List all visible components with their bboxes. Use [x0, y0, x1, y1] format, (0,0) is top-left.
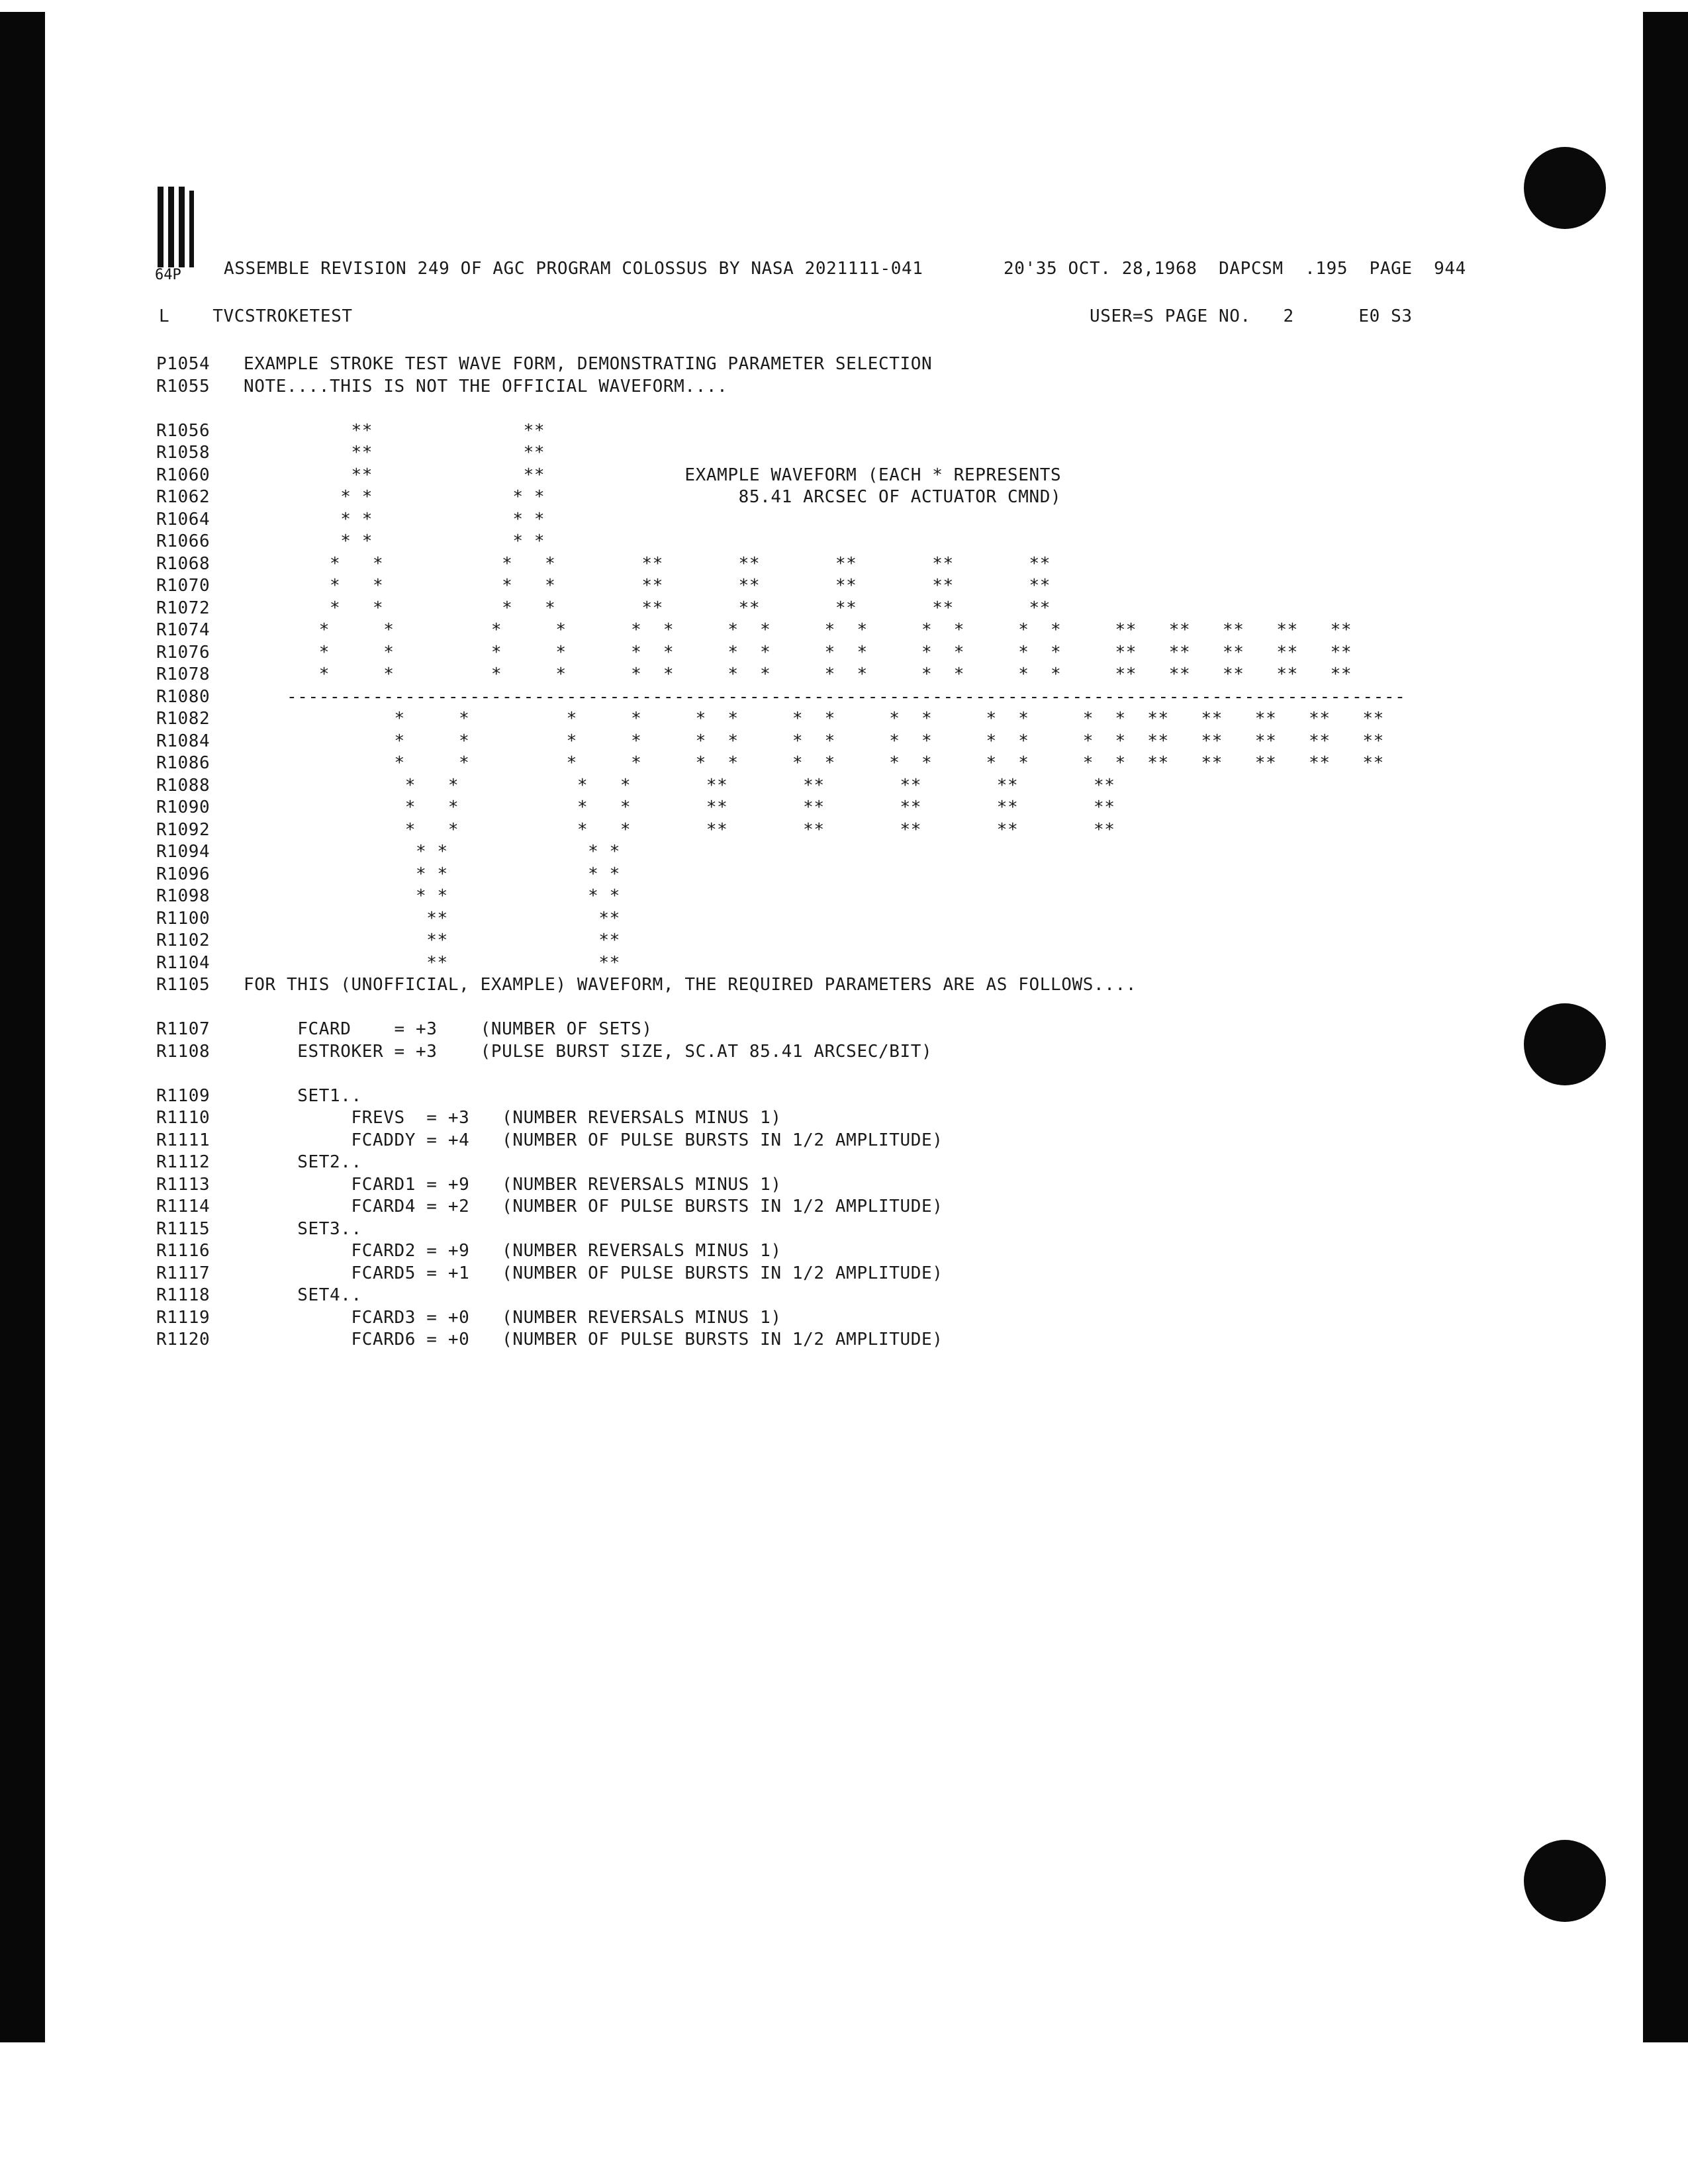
tab-marker-text: 64P	[155, 267, 181, 281]
subheader-code: E0 S3	[1358, 306, 1413, 326]
line-labels-column: P1054 R1055 R1056 R1058 R1060 R1062 R1064 R1066 R1068 R1070 R1072 R1074 R1076 R1078 R1080 R1082 R1084 R1086 R1088 R1090 R1092 R1094 R1096 R1098 R1100 R1102 R1104 R1105 R1107 R1108 R1109 R1110 R1111 R1112 R1113 R1114 R1115 R1116 R1117 R1118 R1119 R1120	[156, 354, 211, 1349]
user-page-label: USER=S PAGE NO. 2	[1090, 306, 1294, 326]
subheader-name: TVCSTROKETEST	[212, 306, 353, 326]
listing-body: EXAMPLE STROKE TEST WAVE FORM, DEMONSTRATING PARAMETER SELECTION NOTE....THIS IS NOT THE OFFICIAL WAVEFORM.... ** ** ** ** ** ** EXAMPLE WAVEFORM (EACH * REPRESENTS * * * * 85.41 ARCSEC OF ACTUATOR CMND) * * * * * * * * * * * * ** ** ** ** ** * * * * ** ** ** ** ** * * * * ** ** ** ** ** * * * * * * * * * * * * * * ** ** ** ** ** * * * * * * * * * * * * * * ** ** ** ** ** * * * * * * * * * * * * * * ** ** ** ** ** -------------------------------------------------------------------------------------------------------- * * * * * * * * * * * * * * ** ** ** ** ** * * * * * * * * * * * * * * ** ** ** ** ** * * * * * * * * * * * * * * ** ** ** ** ** * * * * ** ** ** ** ** * * * * ** ** ** ** ** * * * * ** ** ** ** ** * * * * * * * * * * * * ** ** ** ** ** ** FOR THIS (UNOFFICIAL, EXAMPLE) WAVEFORM, THE REQUIRED PARAMETERS ARE AS FOLLOWS.... FCARD = +3 (NUMBER OF SETS) ESTROKER = +3 (PULSE BURST SIZE, SC.AT 85.41 ARCSEC/BIT) SET1.. FREVS = +3 (NUMBER REVERSALS MINUS 1) FCADDY = +4 (NUMBER OF PULSE BURSTS IN 1/2 AMPLITUDE) SET2.. FCARD1 = +9 (NUMBER REVERSALS MINUS 1) FCARD4 = +2 (NUMBER OF PULSE BURSTS IN 1/2 AMPLITUDE) SET3.. FCARD2 = +9 (NUMBER REVERSALS MINUS 1) FCARD5 = +1 (NUMBER OF PULSE BURSTS IN 1/2 AMPLITUDE) SET4.. FCARD3 = +0 (NUMBER REVERSALS MINUS 1) FCARD6 = +0 (NUMBER OF PULSE BURSTS IN 1/2 AMPLITUDE)	[244, 354, 1406, 1349]
subheader-letter: L	[159, 306, 170, 326]
page-header-title: ASSEMBLE REVISION 249 OF AGC PROGRAM COLOSSUS BY NASA 2021111-041	[224, 259, 923, 279]
subheader-right	[1090, 306, 1413, 328]
left-scan-edge	[0, 12, 45, 2042]
right-scan-edge	[1643, 12, 1688, 2042]
page-header-meta: 20'35 OCT. 28,1968 DAPCSM .195 PAGE 944	[1004, 259, 1466, 279]
binder-hole-bottom	[1524, 1840, 1606, 1922]
tab-marker-icon	[154, 187, 199, 281]
binder-hole-middle	[1524, 1003, 1606, 1085]
subheader	[159, 306, 353, 328]
binder-hole-top	[1524, 147, 1606, 229]
